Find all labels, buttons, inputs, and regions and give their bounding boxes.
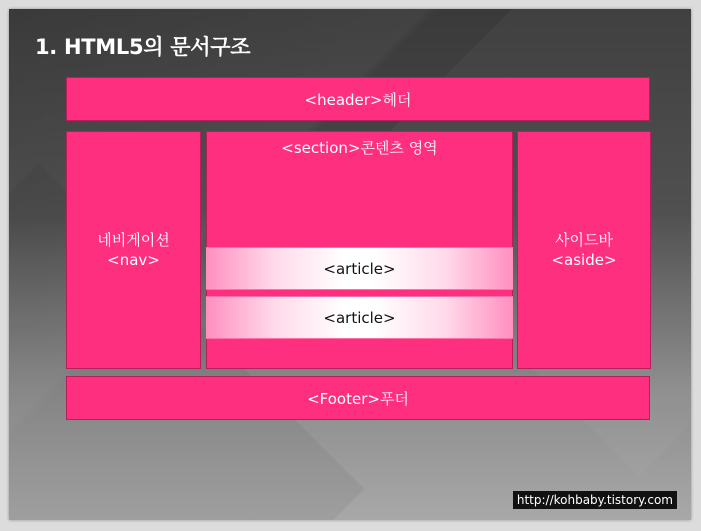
- footer-box: [66, 376, 650, 420]
- header-box: [66, 77, 650, 121]
- source-url-label: http://kohbaby.tistory.com: [513, 491, 677, 509]
- nav-box-tag: <nav>: [107, 251, 160, 269]
- aside-box-tag: <aside>: [551, 251, 617, 269]
- footer-box-label: <Footer>푸더: [307, 389, 409, 408]
- section-box-label: <section>콘텐츠 영역: [281, 139, 438, 157]
- article-box-label: <article>: [323, 259, 396, 278]
- article-box-label: <article>: [323, 308, 396, 327]
- aside-box: [517, 131, 651, 369]
- slide-title: 1. HTML5의 문서구조: [35, 35, 251, 59]
- nav-box-label: 네비게이션: [97, 231, 170, 249]
- article-box: [206, 296, 513, 339]
- aside-box-label: 사이드바: [555, 231, 613, 249]
- article-box: [206, 247, 513, 290]
- slide: [9, 9, 691, 520]
- nav-box: [66, 131, 201, 369]
- header-box-label: <header>헤더: [304, 90, 412, 109]
